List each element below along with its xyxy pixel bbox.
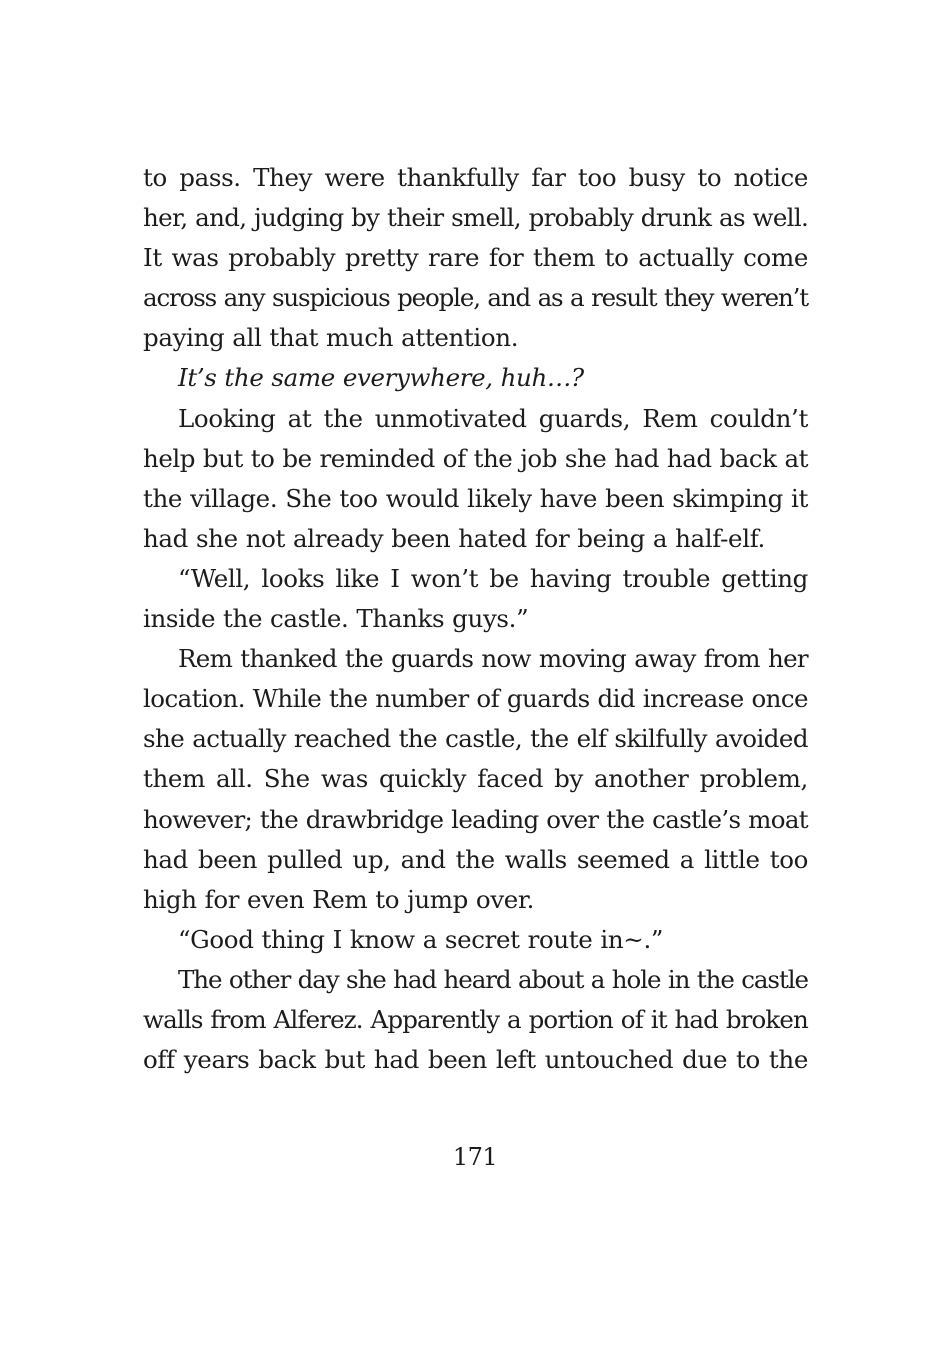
- text-line: to pass. They were thankfully far too busy to notice: [143, 163, 808, 192]
- text-line: the village. She too would likely have been skimping it: [143, 483, 808, 513]
- text-line: Rem thanked the guards now moving away from her: [178, 644, 808, 674]
- body-text: [143, 158, 808, 1080]
- text-line: high for even Rem to jump over.: [143, 884, 535, 914]
- text-line: her, and, judging by their smell, probably drunk as well.: [143, 203, 809, 233]
- text-line-dialogue: “Good thing I know a secret route in~.”: [178, 924, 664, 954]
- page-number: 171: [452, 1143, 498, 1171]
- text-line-dialogue: “Well, looks like I won’t be having trouble getting: [178, 563, 808, 593]
- text-line-thought: It’s the same everywhere, huh…?: [178, 363, 584, 393]
- text-line: had been pulled up, and the walls seemed a little too: [143, 844, 808, 874]
- text-line: It was probably pretty rare for them to actually come: [143, 243, 808, 273]
- text-line: them all. She was quickly faced by another problem,: [143, 764, 808, 794]
- text-line: had she not already been hated for being a half-elf.: [143, 523, 765, 553]
- text-line: location. While the number of guards did increase once: [143, 684, 808, 714]
- text-line-dialogue: inside the castle. Thanks guys.”: [143, 604, 529, 634]
- text-line: she actually reached the castle, the elf skilfully avoided: [143, 724, 808, 754]
- text-line: however; the drawbridge leading over the castle’s moat: [143, 804, 808, 834]
- text-line: help but to be reminded of the job she had had back at: [143, 443, 808, 473]
- text-line: The other day she had heard about a hole in the castle: [178, 964, 808, 994]
- text-line: paying all that much attention.: [143, 323, 519, 353]
- text-line: across any suspicious people, and as a result they weren’t: [143, 283, 808, 313]
- text-line: Looking at the unmotivated guards, Rem couldn’t: [178, 403, 808, 433]
- text-line: off years back but had been left untouched due to the: [143, 1045, 808, 1075]
- text-line: walls from Alferez. Apparently a portion of it had broken: [143, 1004, 808, 1034]
